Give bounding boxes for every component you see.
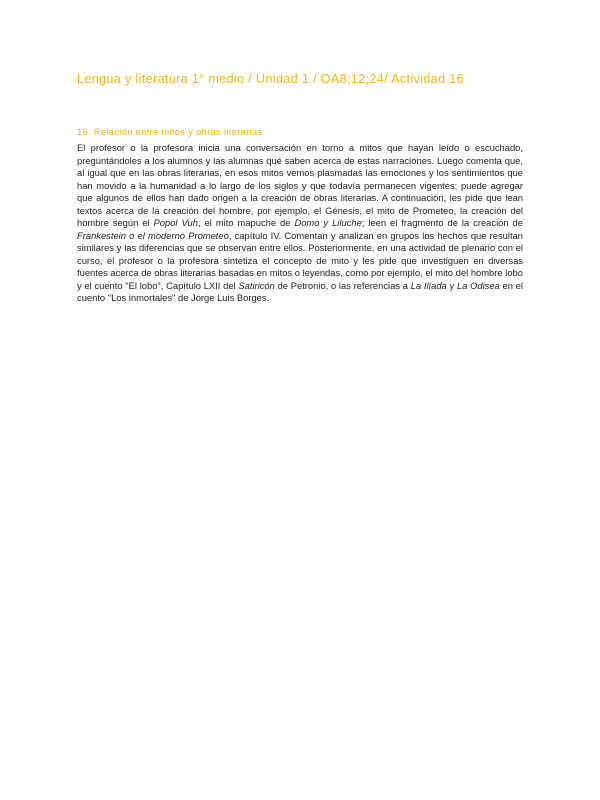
work-title-la-iliada: La Ilíada (410, 279, 447, 291)
work-title-domo-y-liluche: Domo y Liluche (294, 217, 362, 228)
text-segment: en el cuento "Los inmortales" de Jorge Luis Borges. (77, 279, 523, 303)
text-segment: , capítulo IV. Comentan y analizan en grupos los hechos que resultan similares y las diferencias que se observan entre ellos. Posteriormente, en una actividad de plenario con el curso, el profesor o la profesora sintetiza el concepto de mito y les pide que investiguen en diversas fuentes acerca de obras literarias basadas en mitos o leyendas, como por ejemplo, el mito del hombre lobo y el cuento "El lobo", Capítulo LXII del (77, 229, 523, 291)
work-title-frankestein: Frankestein o el moderno Prometeo (77, 229, 229, 241)
text-segment: de Petronio, o las referencias a (274, 279, 411, 291)
section-title: 16. Relación entre mitos y obras literarias (77, 126, 263, 137)
text-segment: El profesor o la profesora inicia una conversación en torno a mitos que hayan leído o escuchado, preguntándoles a los alumnos y las alumnas qué saben acerca de estas narraciones. Luego comenta que, al igual que en las obras literarias, en esos mitos vemos plasmadas las emociones y los sentimientos que han movido a la humanidad a lo largo de los siglos y que todavía permanecen vigentes; puede agregar que algunos de ellos han dado origen a la creación de obras literarias. A continuación, les pide que lean textos acerca de la creación del hombre, por ejemplo, el Génesis, el mito de Prometeo, la creación del hombre según el (77, 142, 523, 228)
work-title-satiricon: Satiricón (238, 279, 275, 291)
text-segment: y (446, 279, 457, 291)
text-segment: , el mito mapuche de (198, 217, 295, 228)
activity-description (77, 142, 523, 305)
work-title-popol-vuh: Popol Vuh (153, 217, 198, 228)
work-title-la-odisea: La Odisea (456, 279, 500, 291)
text-segment: ; leen el fragmento de la creación de (361, 217, 523, 228)
body-paragraph (77, 142, 523, 305)
page-header: Lengua y literatura 1° medio / Unidad 1 / OA8;12;24/ Actividad 16 (77, 72, 464, 86)
